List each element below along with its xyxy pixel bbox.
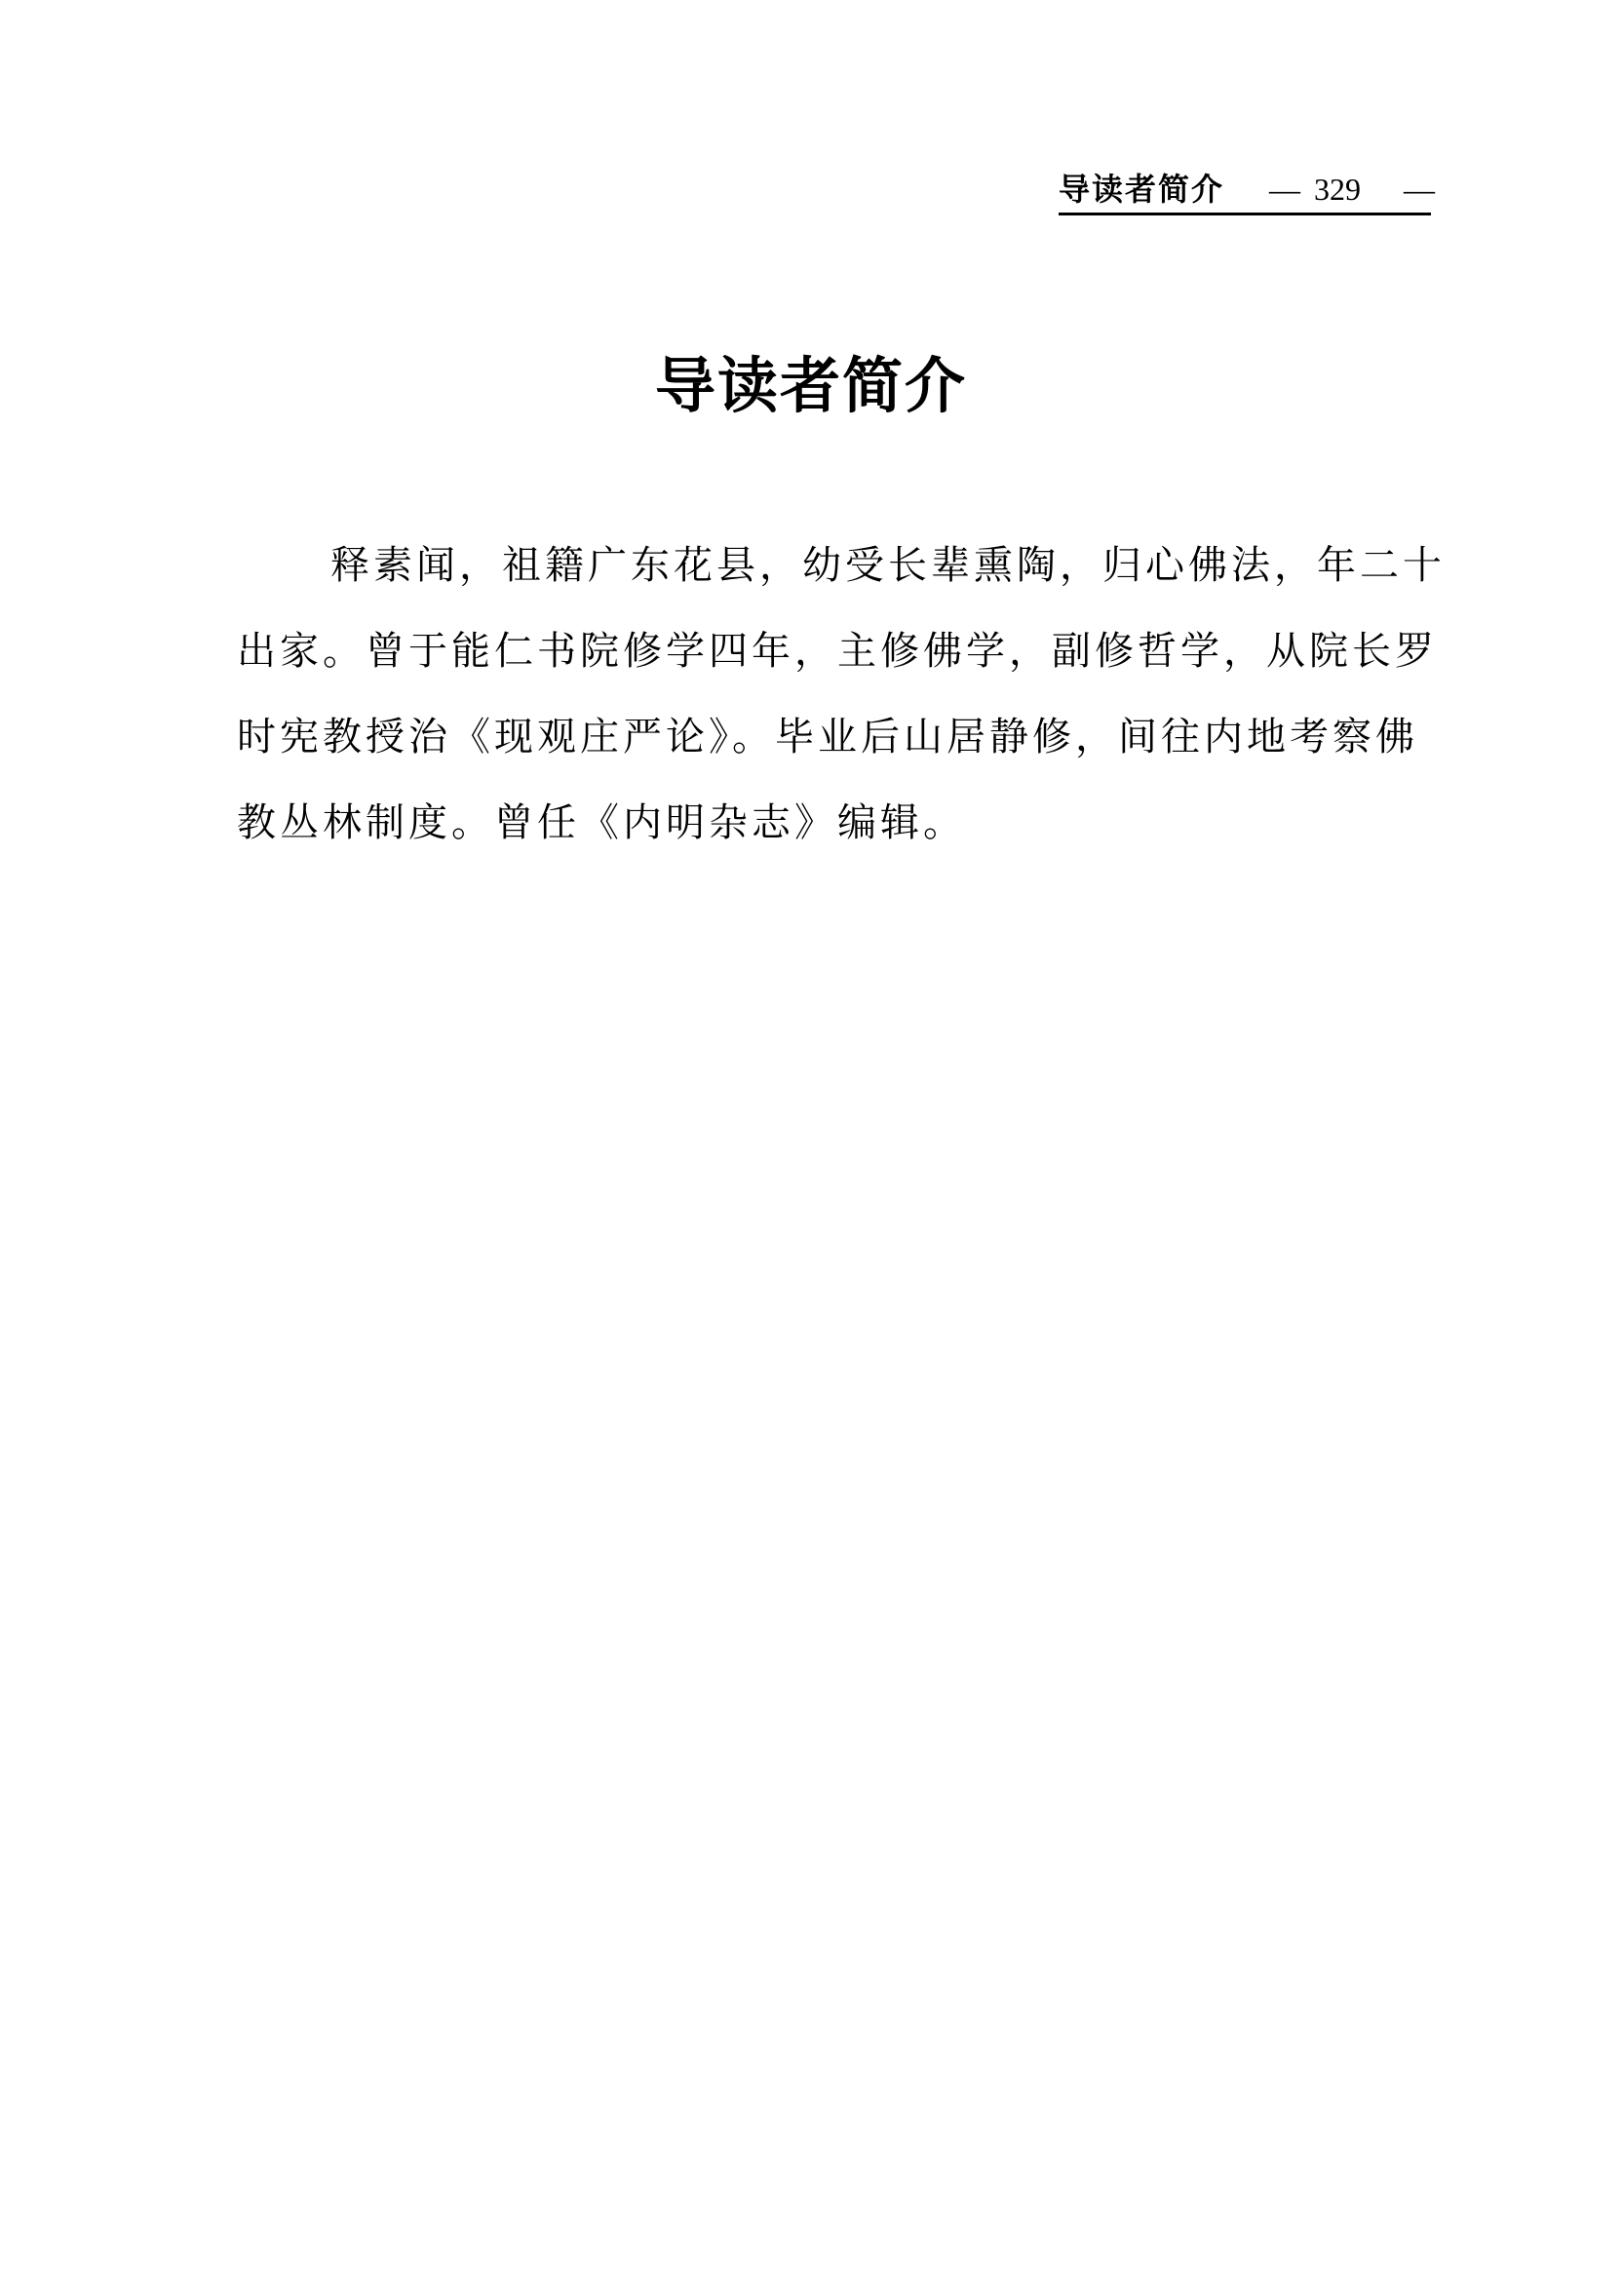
running-header-dash-right: — <box>1404 172 1435 207</box>
body-line: 教丛林制度。曾任《内明杂志》编辑。 <box>237 800 966 845</box>
running-header-dash-left: — <box>1269 172 1300 207</box>
running-header-title: 导读者简介 <box>1059 171 1225 208</box>
body-line: 时宪教授治《现观庄严论》。毕业后山居静修，间往内地考察佛 <box>237 715 1418 759</box>
page-title: 导读者简介 <box>654 350 967 421</box>
body-line: 释素闻，祖籍广东花县，幼受长辈熏陶，归心佛法，年二十 <box>330 543 1446 588</box>
body-paragraph <box>237 523 1446 866</box>
running-header <box>1059 166 1435 215</box>
body-line: 出家。曾于能仁书院修学四年，主修佛学，副修哲学，从院长罗 <box>237 629 1438 674</box>
page-number: 329 <box>1314 172 1361 207</box>
